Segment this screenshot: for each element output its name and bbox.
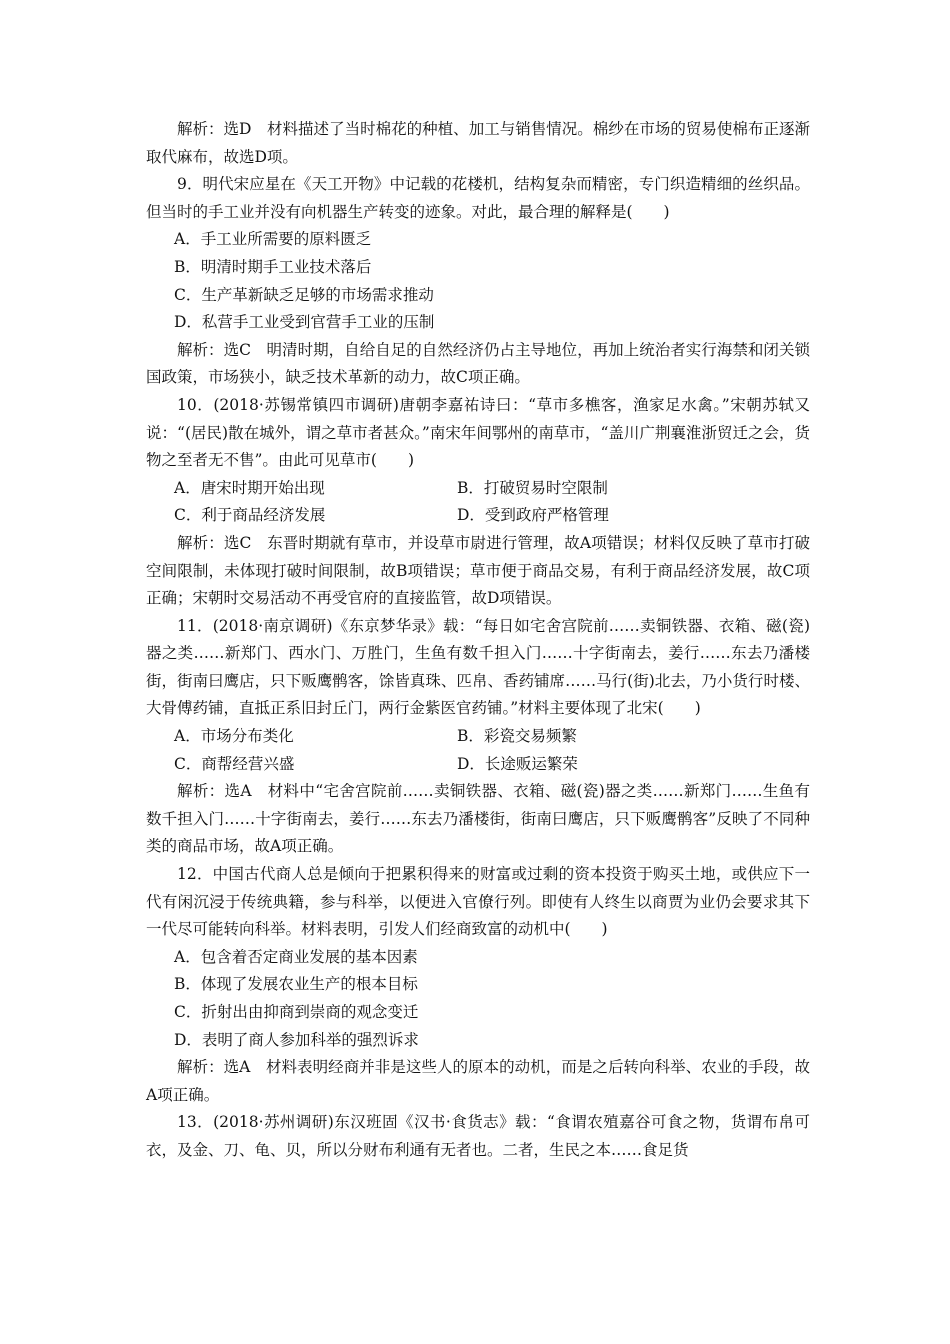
answer-option: B．明清时期手工业技术落后 bbox=[174, 257, 372, 276]
answer-option: C．折射出由抑商到崇商的观念变迁 bbox=[174, 1003, 419, 1021]
answer-option: A．市场分布类化 bbox=[174, 727, 294, 746]
paragraph: 12．中国古代商人总是倾向于把累积得来的财富或过剩的资本投资于购买土地，或供应下一代有闲沉浸于传统典籍，参与科举，以便进入官僚行列。即使有人终生以商贾为业仍会要求其下一代尽可能转向科举。材料表明，引发人们经商致富的动机中( ) bbox=[146, 865, 810, 939]
paragraph: 解析：选A 材料表明经商并非是这些人的原本的动机，而是之后转向科举、农业的手段，故A项正确。 bbox=[146, 1058, 810, 1104]
answer-option: B．彩瓷交易频繁 bbox=[457, 727, 577, 746]
paragraph: 10．(2018·苏锡常镇四市调研)唐朝李嘉祐诗曰：“草市多樵客，渔家足水禽。”宋朝苏轼又说：“(居民)散在城外，谓之草市者甚众。”南宋年间鄂州的南草市，“盖川广荆襄淮浙贸迁之会，货物之至者无不售”。由此可见草市( ) bbox=[146, 395, 810, 470]
paragraph: 13．(2018·苏州调研)东汉班固《汉书·食货志》载：“食谓农殖嘉谷可食之物，货谓布帛可衣，及金、刀、龟、贝，所以分财布利通有无者也。二者，生民之本……食足货 bbox=[146, 1113, 810, 1159]
answer-option: D．长途贩运繁荣 bbox=[457, 754, 578, 773]
answer-option: A．手工业所需要的原料匮乏 bbox=[174, 230, 372, 249]
paragraph: 解析：选A 材料中“宅舍宫院前……卖铜铁器、衣箱、磁(瓷)器之类……新郑门……生鱼有数千担入门……十字街南去，姜行……东去乃潘楼街，街南曰鹰店，只下贩鹰鹘客”反映了不同种类的商品市场，故A项正确。 bbox=[146, 782, 810, 856]
answer-option: D．私营手工业受到官营手工业的压制 bbox=[174, 313, 435, 332]
paragraph: 9．明代宋应星在《天工开物》中记载的花楼机，结构复杂而精密，专门织造精细的丝织品。但当时的手工业并没有向机器生产转变的迹象。对此，最合理的解释是( ) bbox=[146, 175, 810, 221]
paragraph: 解析：选C 东晋时期就有草市，并设草市尉进行管理，故A项错误；材料仅反映了草市打破空间限制，未体现打破时间限制，故B项错误；草市便于商品交易，有利于商品经济发展，故C项正确；宋朝时交易活动不再受官府的直接监管，故D项错误。 bbox=[146, 533, 810, 608]
answer-option: B．体现了发展农业生产的根本目标 bbox=[174, 975, 418, 994]
answer-option-row bbox=[146, 475, 810, 503]
answer-option: C．生产革新缺乏足够的市场需求推动 bbox=[174, 285, 434, 304]
answer-option-row bbox=[146, 723, 810, 751]
answer-option: D．表明了商人参加科举的强烈诉求 bbox=[174, 1030, 419, 1049]
answer-option: A．唐宋时期开始出现 bbox=[174, 478, 325, 497]
paragraph: 解析：选C 明清时期，自给自足的自然经济仍占主导地位，再加上统治者实行海禁和闭关锁国政策，市场狭小，缺乏技术革新的动力，故C项正确。 bbox=[146, 340, 810, 387]
answer-option: C．商帮经营兴盛 bbox=[174, 754, 295, 773]
answer-option: B．打破贸易时空限制 bbox=[457, 478, 608, 497]
answer-option: C．利于商品经济发展 bbox=[174, 506, 326, 525]
answer-option-row bbox=[146, 502, 810, 530]
paragraph: 解析：选D 材料描述了当时棉花的种植、加工与销售情况。棉纱在市场的贸易使棉布正逐渐取代麻布，故选D项。 bbox=[146, 120, 810, 166]
answer-option: D．受到政府严格管理 bbox=[457, 506, 609, 525]
paragraph: 11．(2018·南京调研)《东京梦华录》载：“每日如宅舍宫院前……卖铜铁器、衣箱、磁(瓷)器之类……新郑门、西水门、万胜门，生鱼有数千担入门……十字街南去，姜行……东去乃潘楼街，街南曰鹰店，只下贩鹰鹘客，馀皆真珠、匹帛、香药铺席……马行(街)北去，乃小货行时楼、大骨傅药铺，直抵正系旧封丘门，两行金紫医官药铺。”材料主要体现了北宋( ) bbox=[146, 616, 810, 718]
answer-option: A．包含着否定商业发展的基本因素 bbox=[174, 947, 418, 966]
answer-option-row bbox=[146, 751, 810, 779]
document-page bbox=[146, 116, 810, 1165]
